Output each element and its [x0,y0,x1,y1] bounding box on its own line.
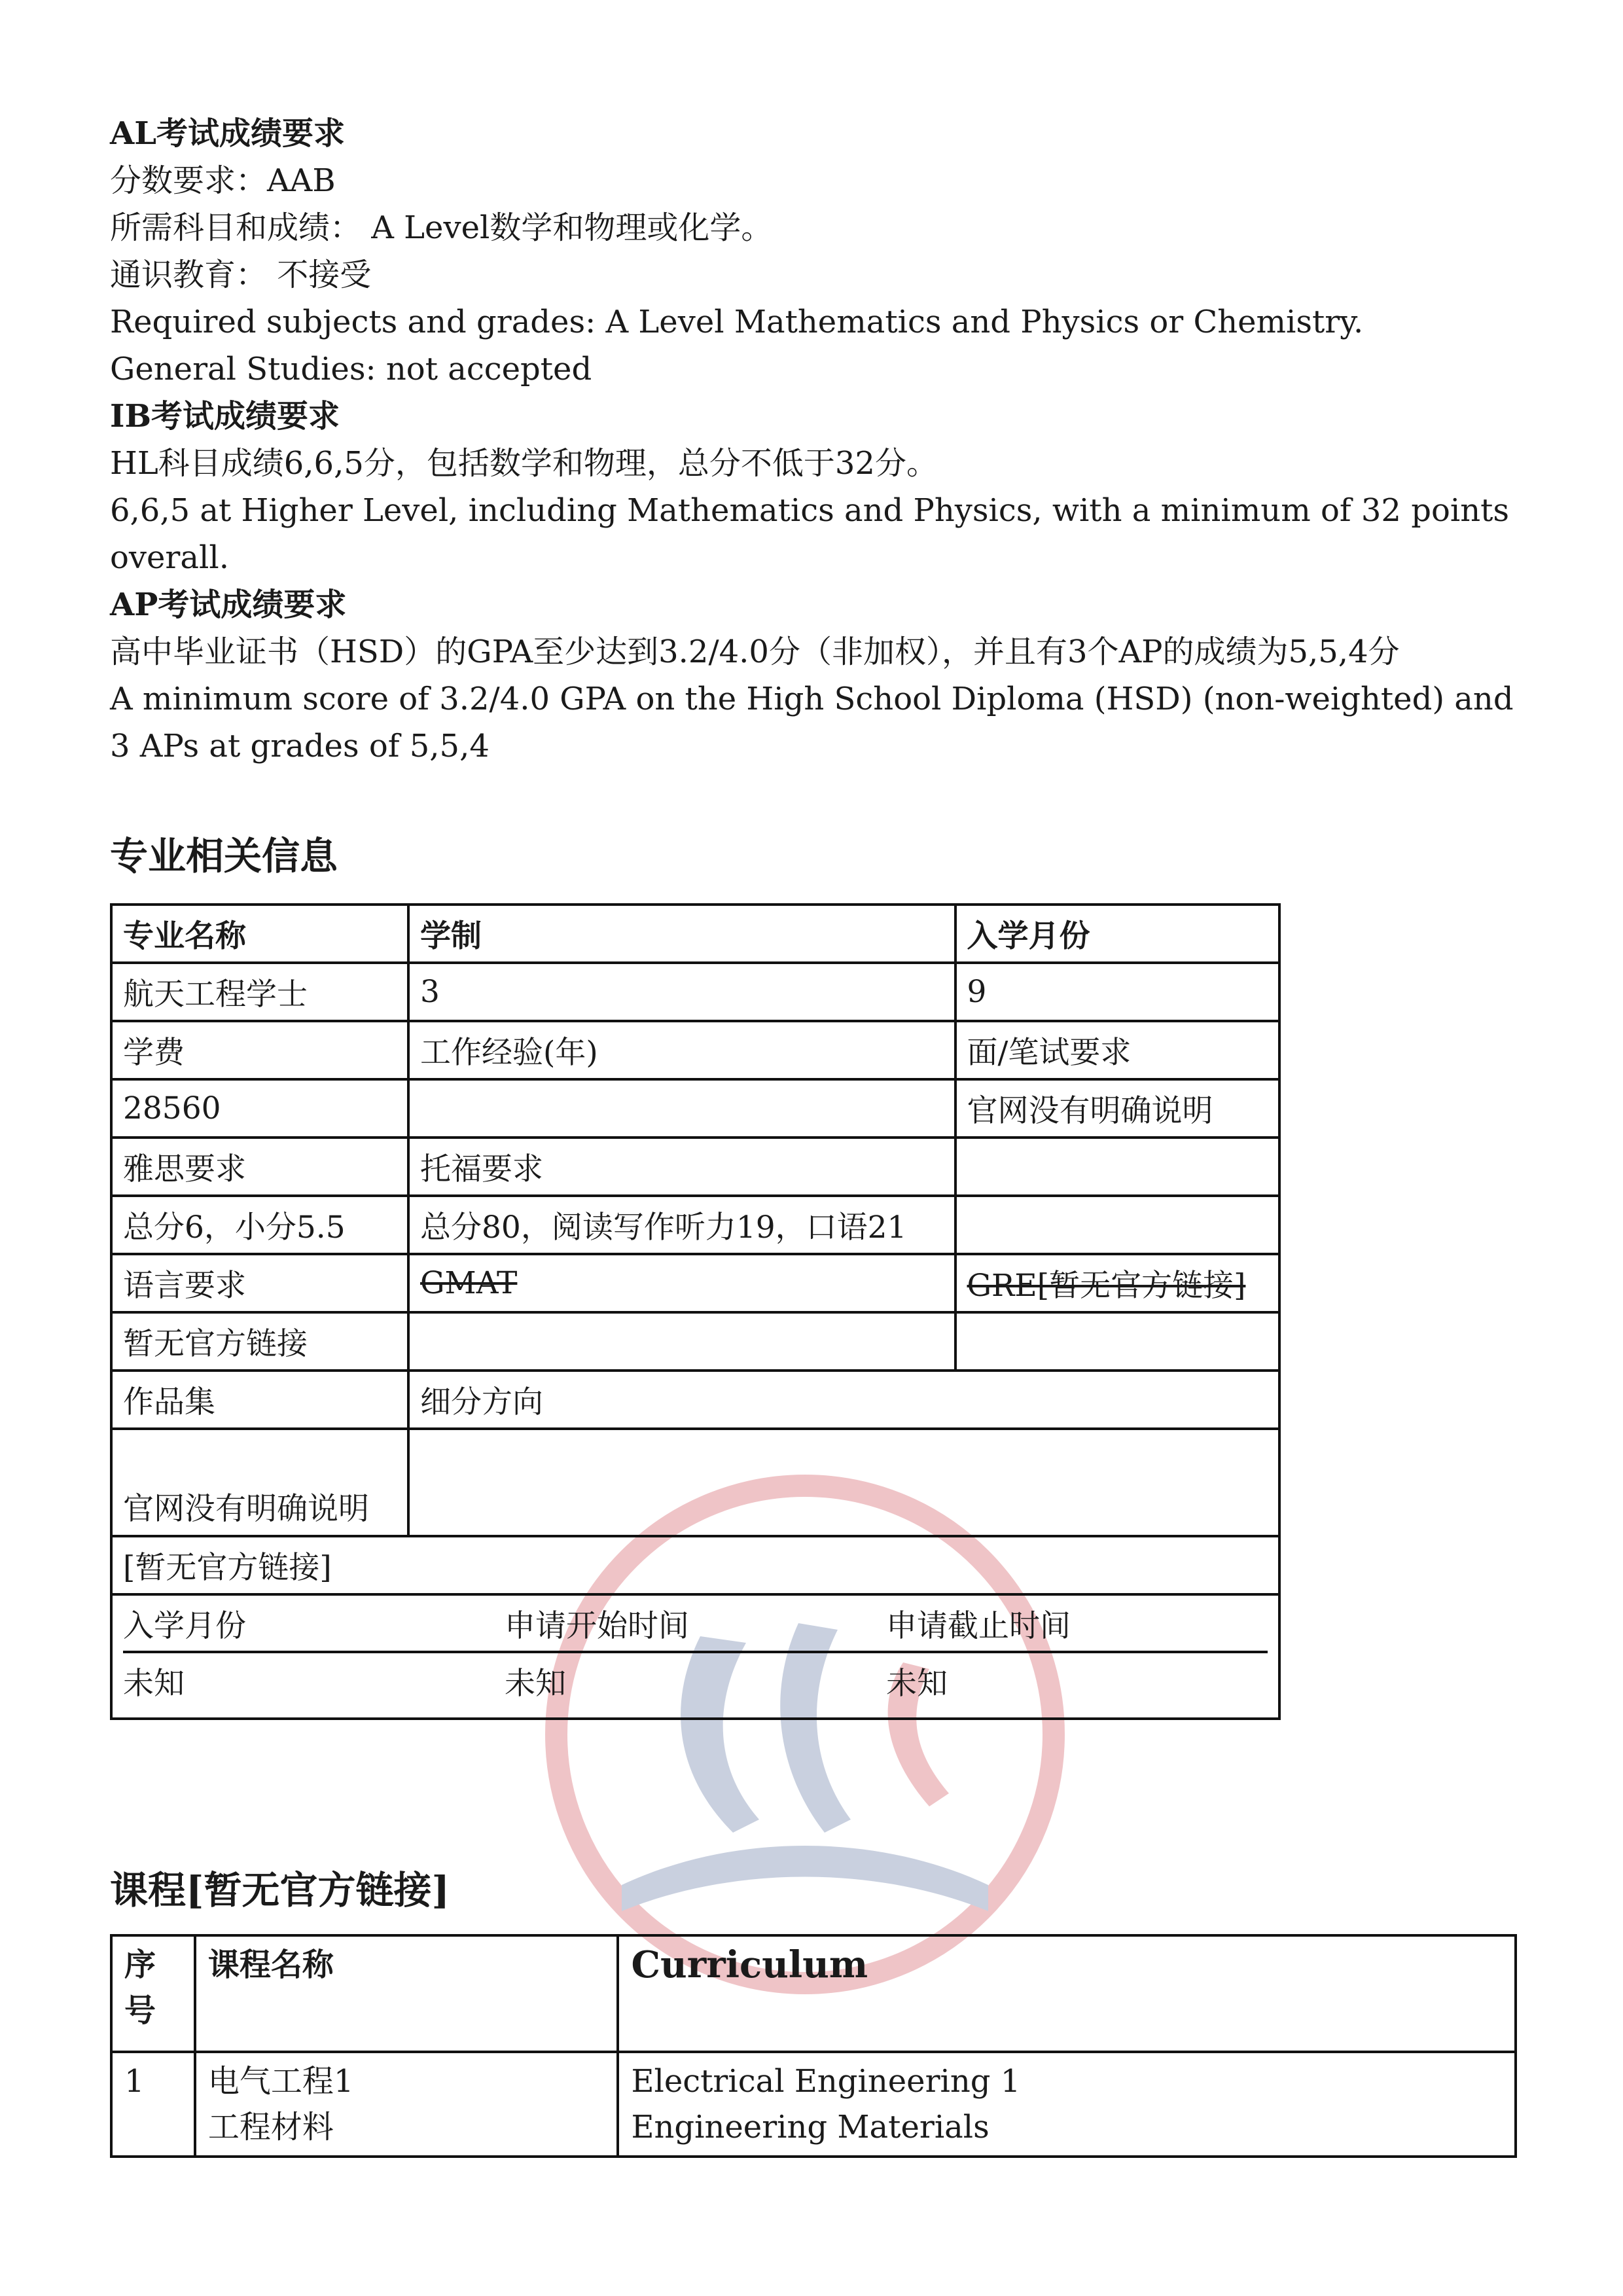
table-row [111,905,1279,963]
table-row [111,1536,1279,1594]
major-info-table [110,903,1281,1720]
label-portfolio: 作品集 [111,1371,408,1429]
major-duration: 3 [408,963,955,1021]
label-tuition: 学费 [111,1021,408,1079]
al-general-cn: 通识教育： 不接受 [110,257,372,293]
admission-requirements [110,110,1524,770]
empty-cell [955,1138,1280,1196]
table-row [111,1079,1279,1138]
table-row [111,1138,1279,1196]
header-duration: 学制 [408,905,955,963]
dates-intake-value: 未知 [123,1665,185,1702]
label-direction: 细分方向 [408,1371,1279,1429]
table-row [111,1254,1279,1312]
table-row [111,1371,1279,1429]
header-number: 序号 [111,1935,195,2052]
ib-cn: HL科目成绩6,6,5分，包括数学和物理，总分不低于32分。 [110,445,938,482]
major-name: 航天工程学士 [111,963,408,1021]
toefl-value: 总分80，阅读写作听力19，口语21 [408,1196,955,1254]
table-row [111,1429,1279,1536]
courses-table [110,1934,1517,2158]
dates-deadline-value: 未知 [886,1665,948,1702]
ielts-value: 总分6，小分5.5 [111,1196,408,1254]
language-value: 暂无官方链接 [111,1312,408,1371]
work-experience-value [408,1079,955,1138]
table-row [111,1196,1279,1254]
dates-header-deadline: 申请截止时间 [886,1607,1071,1644]
header-course-name: 课程名称 [195,1935,618,2052]
course-name-en [618,2052,1516,2157]
header-intake-month: 入学月份 [955,905,1280,963]
dates-header-start: 申请开始时间 [505,1607,689,1644]
course-en-line: Engineering Materials [631,2109,990,2145]
header-major-name: 专业名称 [111,905,408,963]
empty-cell [408,1312,955,1371]
dates-header-intake: 入学月份 [123,1607,246,1644]
dates-header-row [123,1596,1268,1653]
table-row [111,1312,1279,1371]
dates-value-row [123,1653,1268,1708]
table-row [111,963,1279,1021]
al-subjects-cn: 所需科目和成绩： A Level数学和物理或化学。 [110,209,773,246]
table-row [111,2052,1516,2157]
major-month: 9 [955,963,1280,1021]
al-heading: AL考试成绩要求 [110,115,345,152]
table-row [111,1935,1516,2052]
label-toefl: 托福要求 [408,1138,955,1196]
dates-start-value: 未知 [505,1665,566,1702]
table-row [111,1594,1279,1719]
major-info-title: 专业相关信息 [110,834,338,878]
courses-title: 课程[暂无官方链接] [110,1868,450,1912]
label-gmat: GMAT [408,1254,955,1312]
label-gre: GRE[暂无官方链接] [955,1254,1280,1312]
al-subjects-en: Required subjects and grades: A Level Mathematics and Physics or Chemistry. [110,304,1364,340]
table-row [111,1021,1279,1079]
al-score: 分数要求：AAB [110,162,336,199]
label-interview: 面/笔试要求 [955,1021,1280,1079]
header-curriculum: Curriculum [618,1935,1516,2052]
course-name-cn [195,2052,618,2157]
course-en-line: Electrical Engineering 1 [631,2063,1021,2100]
link-note: [暂无官方链接] [111,1536,1279,1594]
ib-en: 6,6,5 at Higher Level, including Mathematics and Physics, with a minimum of 32 points overall. [110,492,1510,576]
direction-value [408,1429,1279,1536]
ib-heading: IB考试成绩要求 [110,398,340,435]
interview-value: 官网没有明确说明 [955,1079,1280,1138]
tuition-value: 28560 [111,1079,408,1138]
course-name-line: 电气工程1 [207,2063,354,2100]
empty-cell [955,1196,1280,1254]
empty-cell [955,1312,1280,1371]
ap-heading: AP考试成绩要求 [110,586,347,623]
ap-cn: 高中毕业证书（HSD）的GPA至少达到3.2/4.0分（非加权），并且有3个AP的成绩为5,5,4分 [110,634,1400,670]
application-dates [111,1594,1279,1719]
course-name-line: 工程材料 [207,2109,334,2145]
label-language: 语言要求 [111,1254,408,1312]
al-general-en: General Studies: not accepted [110,351,592,387]
label-work-experience: 工作经验(年) [408,1021,955,1079]
portfolio-value: 官网没有明确说明 [111,1429,408,1536]
label-ielts: 雅思要求 [111,1138,408,1196]
ap-en: A minimum score of 3.2/4.0 GPA on the High School Diploma (HSD) (non-weighted) and 3 APs at grades of 5,5,4 [110,681,1514,764]
course-number: 1 [111,2052,195,2157]
